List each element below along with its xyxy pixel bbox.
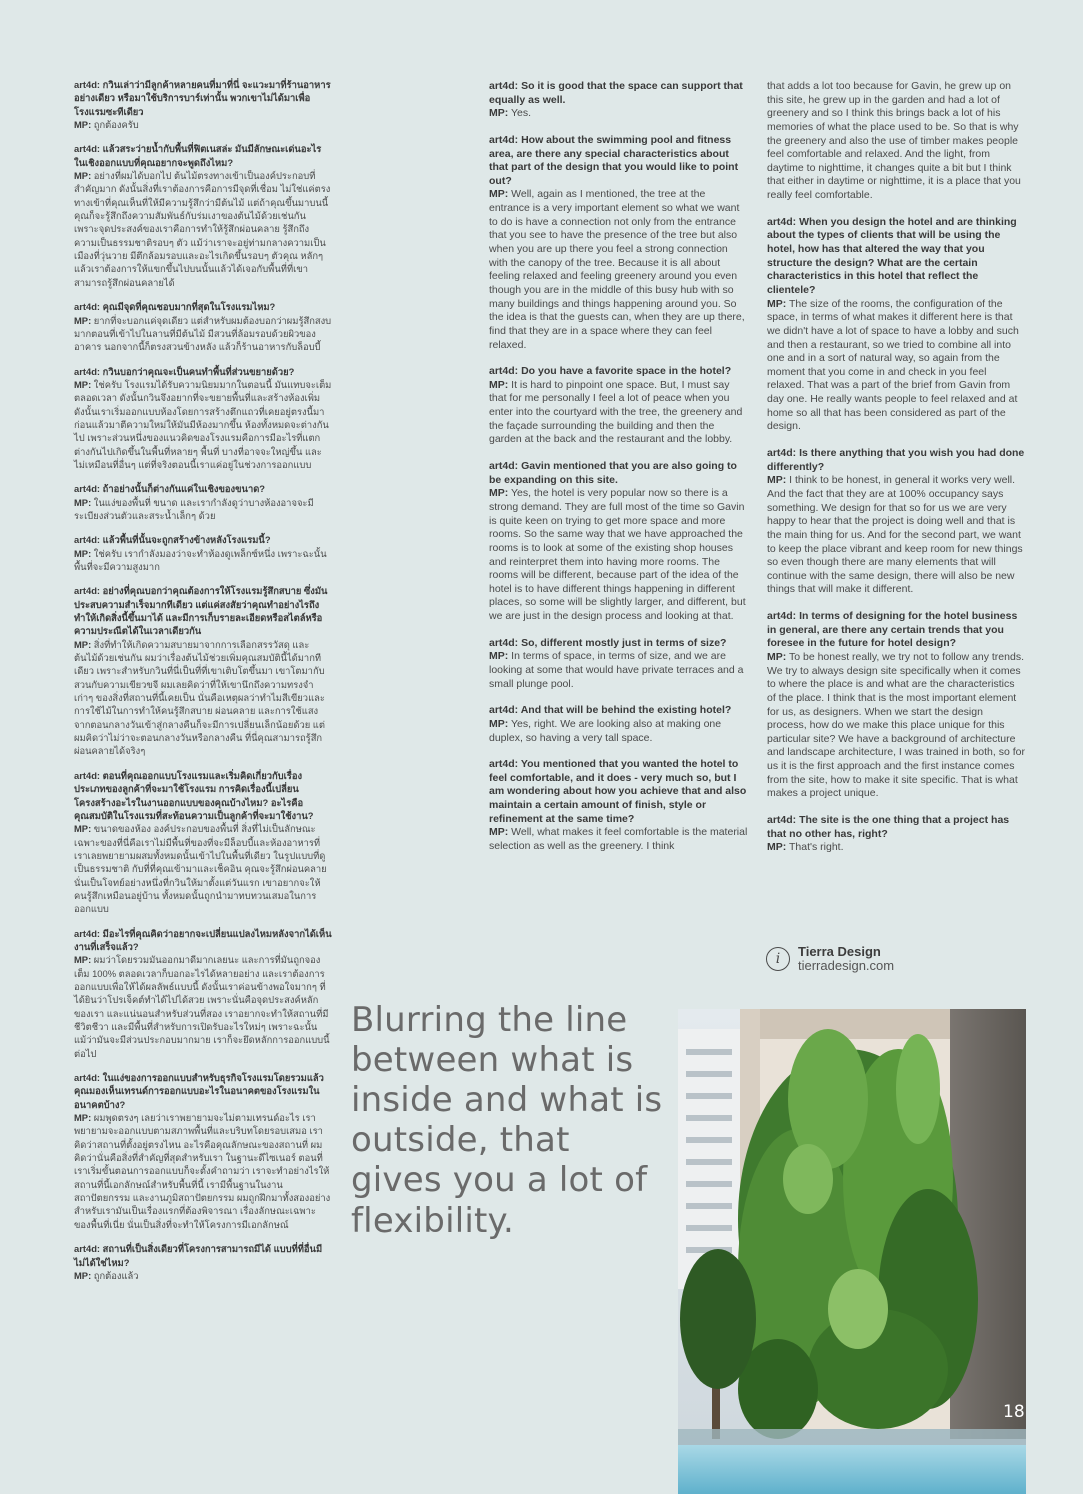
question: art4d: มีอะไรที่คุณคิดว่าอยากจะเปลี่ยนแปลงไหมหลังจากได้เห็นงานที่เสร็จแล้ว?	[74, 927, 332, 952]
answer	[767, 651, 1025, 801]
pull-quote: Blurring the line between what is inside and what is outside, that gives you a lot of flexibility.	[351, 1000, 663, 1241]
answer	[74, 169, 332, 289]
question: art4d: So it is good that the space can support that equally as well.	[489, 80, 743, 106]
qa-block	[74, 1071, 332, 1231]
answer-text: Well, again as I mentioned, the tree at the entrance is a very important element so what we want to do is have a connection not only from the entrance that you see to have the presence of the tree but also when you are up there you feel a strong connection with the canopy of the tree. Because it is all about feeling relaxed and feeling greenery around you even though you are in the middle of this busy hub with so many buildings and things happening around you. So the idea is that the guests can, when they are up there, find that they are in a space where they can feel relaxed.	[489, 188, 745, 351]
answer	[489, 107, 749, 121]
designer-credit	[766, 945, 894, 974]
answer-text: The size of the rooms, the configuration of the space, in terms of what makes it different here is that we didn't have a lot of space to have a lobby and such and then a restaurant, so we tried to combine all into one and in a sort of natural way, so again from the moment that you come in and check in you feel relaxed. That was a part of the brief from Gavin from day one. He really wants people to feel relaxed and at home so all that has been considered as part of the design.	[767, 297, 1019, 433]
answer-text: I think to be honest, in general it works very well. And the fact that they are at 100% occupancy says something. We design for that so for us we are very happy to hear that the project is doing well and that is the main thing for us. And for the second part, we want to keep the place vibrant and keep room for new things so even though there are many elements that will continue with the same design, there will also be new things that will make it different.	[767, 474, 1023, 596]
question: art4d: Do you have a favorite space in the hotel?	[489, 365, 732, 378]
qa-block	[74, 769, 332, 916]
answer-text: ยากที่จะบอกแค่จุดเดียว แต่สำหรับผมต้องบอกว่าผมรู้สึกสงบมากตอนที่เข้าไปในลานที่มีต้นไม้ มีสวนที่ล้อมรอบด้วยผิวของอาคาร นอกจากนี้ก็ตรงสวนข้างหลัง แล้วก็ร้านอาหารกับล็อบบี้	[74, 314, 332, 353]
answer	[489, 188, 749, 352]
qa-block	[489, 637, 749, 692]
qa-block	[74, 78, 332, 131]
question: art4d: ถ้าอย่างนั้นก็ต่างกันแค่ในเชิงของขนาด?	[74, 483, 266, 495]
question: art4d: คุณมีจุดที่คุณชอบมากที่สุดในโรงแรมไหม?	[74, 301, 276, 313]
question: art4d: อย่างที่คุณบอกว่าคุณต้องการให้โรงแรมรู้สึกสบาย ซึ่งมันประสบความสำเร็จมากทีเดียว แต่แค่สงสัยว่าคุณทำอย่างไรถึงทำให้เกิดสิ่งนี้ขึ้นมาได้ และมีการเก็บรายละเอียดหรือสไตล์หรือความประณีตได้ในเวลาเดียวกัน	[74, 585, 328, 637]
answer	[489, 487, 749, 623]
speaker-label: MP:	[489, 650, 509, 663]
answer	[489, 826, 749, 853]
answer-text: To be honest really, we try not to follow any trends. We try to always design site specifically when it comes to where the place is and what are the characteristics of the place. I think that is the most important element for us, as designers. When we start the design process, how do we make this place unique for this particular site? We have a background of architecture and landscape architecture, I was trained in both, so for us it is the first approach and the first instance comes from the site, how to make it site specific. That is what makes a project unique.	[767, 650, 1025, 800]
qa-block	[489, 134, 749, 352]
qa-block	[767, 216, 1025, 434]
question: art4d: So, different mostly just in terms of size?	[489, 636, 727, 649]
answer	[74, 1111, 332, 1231]
answer-text: ใช่ครับ โรงแรมได้รับความนิยมมากในตอนนี้ มันแทบจะเต็มตลอดเวลา ดังนั้นกวินจึงอยากที่จะขยายพื้นที่และสร้างห้องเพิ่ม ดังนั้นเราเริ่มออกแบบห้องโดยการสร้างตึกแถวที่เคยอยู่ตรงนี้มาก่อนแล้วมาตีความใหม่ให้มันมีห้องมากขึ้น ห้องทั้งหมดจะต่างกันไป เพราะส่วนหนึ่งของแนวคิดของโรงแรมคือการมีอะไรที่แตกต่างกันไปเกิดขึ้นในพื้นที่หลายๆ พื้นที่ บางที่อาจจะใหญ่ขึ้น และไม่เหมือนที่อื่นๆ แต่ที่จริงตอนนี้เราแค่อยู่ในช่วงการออกแบบ	[74, 378, 332, 470]
speaker-label: MP:	[74, 1269, 92, 1281]
answer	[74, 547, 332, 574]
speaker-label: MP:	[74, 170, 92, 182]
question: art4d: Gavin mentioned that you are also going to be expanding on this site.	[489, 460, 737, 486]
designer-website-link[interactable]: tierradesign.com	[798, 958, 895, 974]
answer	[74, 314, 332, 354]
answer	[74, 118, 332, 131]
speaker-label: MP:	[489, 717, 509, 730]
qa-block	[489, 80, 749, 121]
english-interview-column-2	[767, 80, 1025, 868]
question: art4d: When you design the hotel and are thinking about the types of clients that will be using the hotel, how has that altered the way that you structure the design? What are the certain characteristics in this hotel that reflect the clientele?	[767, 215, 1017, 296]
qa-block	[489, 460, 749, 624]
speaker-label: MP:	[767, 474, 787, 487]
answer-text: Well, what makes it feel comfortable is the material selection as well as the greenery. I think	[489, 826, 748, 853]
answer	[74, 1269, 332, 1282]
qa-block	[74, 300, 332, 353]
swimming-pool	[678, 1445, 1026, 1494]
answer-text: Yes.	[508, 107, 532, 120]
answer-text: ถูกต้องแล้ว	[91, 1269, 139, 1281]
speaker-label: MP:	[489, 826, 509, 839]
qa-block	[489, 704, 749, 745]
qa-block	[489, 365, 749, 447]
answer	[74, 953, 332, 1060]
answer	[489, 379, 749, 447]
speaker-label: MP:	[767, 841, 787, 854]
page-number: 18	[1003, 1402, 1025, 1422]
answer	[74, 822, 332, 915]
answer-text: Yes, the hotel is very popular now so there is a strong demand. They are full most of the time so Gavin is quite keen on trying to get more space and more rooms. So the same way that we have approached the rooms is to look at some of the existing shop houses and reinterpret them into having more rooms. The rooms will be different, because part of the idea of the hotel is to have different things happening in different places, so some will be slightly larger, and different, but we are just in the design process and looking at that.	[489, 487, 746, 623]
question: art4d: ในแง่ของการออกแบบสำหรับธุรกิจโรงแรมโดยรวมแล้ว คุณมองเห็นเทรนด์การออกแบบอะไรในอนาคตของโรงแรมในอนาคตบ้าง?	[74, 1072, 324, 1110]
answer	[767, 474, 1025, 597]
speaker-label: MP:	[74, 119, 92, 131]
answer	[74, 496, 332, 523]
designer-credit-text	[798, 945, 894, 974]
qa-block	[74, 533, 332, 573]
speaker-label: MP:	[767, 297, 787, 310]
speaker-label: MP:	[489, 107, 509, 120]
building-ledge	[760, 1009, 950, 1039]
tierra-logo-icon: i	[766, 947, 790, 971]
question: art4d: The site is the one thing that a project has that no other has, right?	[767, 814, 1010, 840]
qa-block	[489, 758, 749, 853]
speaker-label: MP:	[74, 314, 92, 326]
speaker-label: MP:	[489, 188, 509, 201]
english-interview-column-1	[489, 80, 749, 867]
answer-text: It is hard to pinpoint one space. But, I must say that for me personally I feel a lot of peace when you enter into the courtyard with the tree, the greenery and the façade surrounding the building and then the garden at the back and the restaurant and the lobby.	[489, 378, 743, 446]
question: art4d: And that will be behind the existing hotel?	[489, 704, 732, 717]
glass-railing	[678, 1429, 1026, 1445]
question: art4d: How about the swimming pool and fitness area, are there any special characteristics about that part of the design that you would like to point out?	[489, 133, 739, 187]
answer-text: That's right.	[786, 841, 844, 854]
answer-text: that adds a lot too because for Gavin, he grew up on this site, he grew up in the garden and had a lot of greenery and so I think this brings back a lot of his memories of what the place used to be. So that is why the greenery and also the use of timber makes people feel comfortable and relaxed. And the light, from daytime to nighttime, it changes quite a bit but I think that either in daytime or nighttime, it is a place that you really feel comfortable.	[767, 80, 1021, 202]
answer-text: Yes, right. We are looking also at making one duplex, so having a very tall space.	[489, 717, 722, 744]
answer	[767, 841, 1025, 855]
answer	[74, 638, 332, 758]
question: art4d: กวินเล่าว่ามีลูกค้าหลายคนที่มาที่นี่ จะแวะมาที่ร้านอาหารอย่างเดียว หรือมาใช้บริการบาร์เท่านั้น พวกเขาไม่ได้มาเพื่อโรงแรมซะทีเดียว	[74, 79, 331, 117]
answer-text: ในแง่ของพื้นที่ ขนาด และเรากำลังดูว่าบางห้องอาจจะมีระเบียงส่วนตัวและสระน้ำเล็กๆ ด้วย	[74, 496, 314, 521]
question: art4d: ตอนที่คุณออกแบบโรงแรมและเริ่มคิดเกี่ยวกับเรื่องประเภทของลูกค้าที่จะมาใช้โรงแรม การคิดเรื่องนี้เปลี่ยนโครงสร้างอะไรในงานออกแบบของคุณบ้างไหม? อะไรคือคุณสมบัติในโรงแรมที่สะท้อนความเป็นลูกค้าที่จะมาใช้งาน?	[74, 769, 314, 821]
answer-text: ผมพูดตรงๆ เลยว่าเราพยายามจะไม่ตามเทรนด์อะไร เราพยายามจะออกแบบตามสภาพพื้นที่และบริบทโดยรอบเสมอ เราคิดว่าสถานที่ตั้งอยู่ตรงไหน อะไรคือคุณลักษณะของสถานที่ ผมคิดว่านั่นคือสิ่งที่สำคัญที่สุดสำหรับเรา ในฐานะดีไซเนอร์ ตอนที่เราเริ่มขั้นตอนการออกแบบก็จะตั้งคำถามว่า เราจะทำอย่างไรให้สถานที่นี้เอกลักษณ์สำหรับพื้นที่นี้ เรามีพื้นฐานในงานสถาปัตยกรรม และงานภูมิสถาปัตยกรรม ผมถูกฝึกมาทั้งสองอย่าง สำหรับเรามันเป็นเรื่องแรกที่ต้องพิจารณา เรื่องลักษณะเฉพาะของพื้นที่เนี่ย นั่นเป็นสิ่งที่จะทำให้โครงการมีเอกลักษณ์	[74, 1112, 331, 1230]
question: art4d: สถานที่เป็นสิ่งเดียวที่โครงการสามารถมีได้ แบบที่ที่อื่นมีไม่ได้ใช่ไหม?	[74, 1243, 323, 1268]
question: art4d: แล้วพื้นที่นั้นจะถูกสร้างข้างหลังโรงแรมนี้?	[74, 534, 271, 546]
qa-block	[74, 365, 332, 472]
qa-block	[767, 447, 1025, 597]
question: art4d: In terms of designing for the hotel business in general, are there any certain trends that you foresee in the future for hotel design?	[767, 610, 1018, 650]
qa-block	[74, 1242, 332, 1282]
answer-text: สิ่งที่ทำให้เกิดความสบายมาจากการเลือกสรรวัสดุ และต้นไม้ด้วยเช่นกัน ผมว่าเรื่องต้นไม้ช่วยเพิ่มคุณสมบัตินี้ได้มากทีเดียว เพราะสำหรับกวินที่นี่เป็นที่ที่เขาเติบโตขึ้นมา เขาโตมากับสวนกับความเขียวขจี ผมเลยคิดว่าที่ให้เขานึกถึงความทรงจำเก่าๆ ของสิ่งที่สถานที่นี้เคยเป็น นั่นคือเหตุผลว่าทำไมสีเขียวและการใช้ไม้ในการทำให้คนรู้สึกสบาย ผ่อนคลาย และการใช้แสงจากตอนกลางวันเข้าสู่กลางคืนก็จะมีการเปลี่ยนเล็กน้อยด้วย แต่ผมคิดว่าไม่ว่าจะตอนกลางวันหรือกลางคืน ที่นี่คุณสามารถรู้สึกผ่อนคลายได้จริงๆ	[74, 638, 325, 757]
speaker-label: MP:	[767, 650, 787, 663]
answer	[74, 378, 332, 471]
answer-text: ขนาดของห้อง องค์ประกอบของพื้นที่ สิ่งที่ไม่เป็นลักษณะเฉพาะของที่นี่คือเราไม่มีพื้นที่ของที่จะมีล็อบบี้และห้องอาหารที่เราเลยพยายามผสมทั้งหมดนั้นเข้าไปในพื้นที่เดียว ในรูปแบบที่ดูเป็นธรรมชาติ กับที่ที่คุณเข้ามาและเช็คอิน คุณจะรู้สึกผ่อนคลายนั่นเป็นโจทย์อย่างหนึ่งที่กวินให้มาตั้งแต่วันแรก เขาอยากจะให้คนรู้สึกเหมือนอยู่บ้าน ทั้งหมดนั้นถูกนำมาทบทวนเสมอในการออกแบบ	[74, 823, 327, 915]
green-wall-photo	[678, 1009, 1026, 1494]
qa-block	[74, 927, 332, 1060]
continued-answer	[767, 80, 1025, 203]
answer-text: ใช่ครับ เรากำลังมองว่าจะทำห้องดูเพล็กซ์หนึ่ง เพราะฉะนั้นพื้นที่จะมีความสูงมาก	[74, 547, 327, 572]
question: art4d: Is there anything that you wish you had done differently?	[767, 447, 1025, 473]
answer	[767, 298, 1025, 434]
speaker-label: MP:	[74, 378, 92, 390]
thai-interview-column	[74, 78, 332, 1293]
designer-name: Tierra Design	[798, 944, 881, 959]
speaker-label: MP:	[74, 638, 92, 650]
qa-block	[74, 584, 332, 757]
speaker-label: MP:	[74, 954, 92, 966]
speaker-label: MP:	[74, 823, 92, 835]
question: art4d: แล้วสระว่ายน้ำกับพื้นที่ฟิตเนสล่ะ มันมีลักษณะเด่นอะไรในเชิงออกแบบที่คุณอยากจะพูดถึงไหม?	[74, 143, 322, 168]
answer-text: อย่างที่ผมได้บอกไป ต้นไม้ตรงทางเข้าเป็นองค์ประกอบที่สำคัญมาก ดังนั้นสิ่งที่เราต้องการคือการมีจุดที่เชื่อม ไม่ใช่แค่ตรงทางเข้าที่คุณเห็นที่ให้มีความรู้สึกว่ามีต้นไม้ แต่ถ้าคุณขึ้นมาบนนี้คุณก็จะรู้สึกถึงความสัมพันธ์กับร่มเงาของต้นไม้ด้วยเช่นกัน เพราะจุดประสงค์ของเราคือการทำให้รู้สึกผ่อนคลาย รู้สึกถึงความเป็นธรรมชาติรอบๆ ตัว แม้ว่าเราจะอยู่ท่ามกลางความเป็นเมืองที่วุ่นวาย มีตึกล้อมรอบและอะไรเกิดขึ้นรอบๆ ตัวคุณ หลักๆ แล้วเราต้องการให้แขกขึ้นไปบนนั้นแล้วได้เจอกับพื้นที่ที่เขาสามารถรู้สึกผ่อนคลายได้	[74, 170, 331, 288]
answer	[489, 718, 749, 745]
speaker-label: MP:	[489, 487, 509, 500]
answer-text: In terms of space, in terms of size, and we are looking at some that would have private terraces and a small plunge pool.	[489, 650, 744, 690]
speaker-label: MP:	[74, 496, 92, 508]
answer-text: ถูกต้องครับ	[91, 119, 139, 131]
speaker-label: MP:	[489, 378, 509, 391]
question: art4d: กวินบอกว่าคุณจะเป็นคนทำพื้นที่ส่วนขยายด้วย?	[74, 365, 295, 377]
qa-block	[767, 610, 1025, 801]
answer-text: ผมว่าโดยรวมมันออกมาดีมากเลยนะ และการที่มันถูกจองเต็ม 100% ตลอดเวลาก็บอกอะไรได้หลายอย่าง และเราต้องการออกแบบเพื่อให้ได้ผลลัพธ์แบบนี้ ดังนั้นเราค่อนข้างพอใจมากๆ ที่ได้ยินว่าโปรเจ็คต์ทำได้ไปได้สวย เพราะนั่นคือจุดประสงค์หลักของเรา และแน่นอนสำหรับส่วนที่สอง เราอยากจะทำให้สถานที่มีชีวิตชีวา และมีพื้นที่สำหรับการเปิดรับอะไรใหม่ๆ เพราะฉะนั้นแม้ว่ามันจะมีส่วนประกอบมากมาย เราก็จะยึดหลักการออกแบบนี้ต่อไป	[74, 954, 330, 1059]
answer	[489, 650, 749, 691]
green-wall-illustration	[678, 1009, 1026, 1494]
speaker-label: MP:	[74, 547, 92, 559]
qa-block	[74, 482, 332, 522]
speaker-label: MP:	[74, 1112, 92, 1124]
qa-block	[767, 814, 1025, 855]
qa-block	[74, 142, 332, 289]
question: art4d: You mentioned that you wanted the hotel to feel comfortable, and it does - very much so, but I am wondering about how you achieve that and also maintain a certain amount of finish, style or refinement at the same time?	[489, 758, 747, 825]
